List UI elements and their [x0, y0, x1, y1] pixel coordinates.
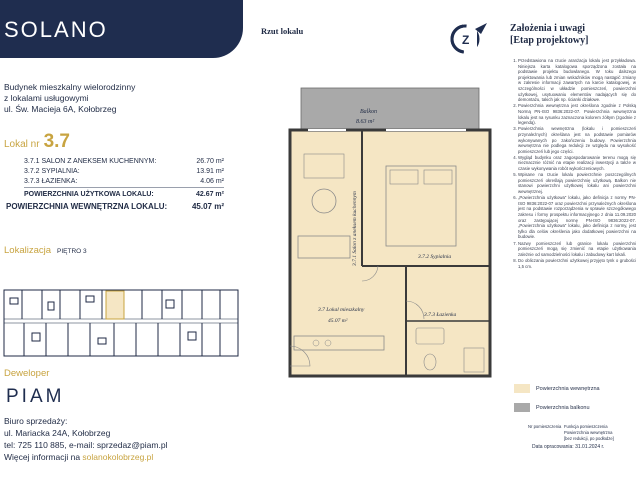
note-item: 4. Wygląd budynku oraz zagospodarowanie terenu mogą się nieznacznie różnić na etapie realizacji inwestycji a także w czasie wykonywania robót wykończeniowych. — [518, 155, 636, 172]
rooms-table — [24, 156, 224, 199]
note-item: 7. Nazwy pomieszczeń lub granice lokalu powierzchni pomieszczeń mogą się zmienić na etapie użytkowania zależnie od samodzielności lokalu i zabudowy kart lokali. — [518, 241, 636, 258]
sales-office-address: ul. Mariacka 24A, Kołobrzeg — [4, 428, 111, 438]
legend-internal-label: Powierzchnia wewnętrzna — [536, 385, 600, 392]
left-column — [0, 0, 245, 480]
lokal-plan-label: 3.7 Lokal mieszkalny — [318, 307, 365, 313]
developer-label: Deweloper — [4, 368, 50, 379]
note-item: 8. Do obliczania powierzchni użytkowej przyjęto tynk o grubości 1,5 cm. — [518, 258, 636, 269]
no-reduction-key: [bez redukcji, po podłodze] — [564, 436, 614, 441]
notes-list — [512, 58, 636, 270]
note-item: 6. „Powierzchnia użytkowa” lokalu, jako definicja z normy PN-ISO 9836:2022-07 oraz powierzchni przynależnych określona jest na podstawie rozporządzenia w sprawie szczegółowego zakresu i formy prospektu informacyjnego z dnia 11.09.2020 oraz zastępującej normę PN-ISO 9836:2022-07. „Powierzchnia użytkowa” lokalu, jako definicja z normy, jest tylko dla celów określenia jako dodatkowej powierzchni na budowie. — [518, 195, 636, 240]
sales-office-label: Biuro sprzedaży: — [4, 416, 68, 426]
solano-logo: SOLANO — [4, 17, 108, 42]
internal-swatch — [514, 384, 530, 393]
building-address: ul. Św. Macieja 6A, Kołobrzeg — [4, 104, 117, 114]
room-row — [24, 156, 224, 166]
bathroom-label: 3.7.3 Łazienka — [424, 312, 457, 318]
lokal-plan-area: 45.07 m² — [328, 318, 348, 324]
room-name: 3.7.1 SALON Z ANEKSEM KUCHENNYM: — [24, 157, 157, 165]
location-heading — [4, 245, 87, 256]
internal-area-row — [6, 202, 224, 211]
bedroom-label: 3.7.2 Sypialnia — [418, 254, 452, 260]
room-name: 3.7.2 SYPIALNIA: — [24, 167, 80, 175]
website-link[interactable]: solanokolobrzeg.pl — [82, 452, 154, 462]
floor-label: PIĘTRO 3 — [57, 248, 87, 255]
floor-location-plan — [2, 288, 240, 358]
room-number-key: Nr pomieszczenia — [528, 424, 562, 429]
building-info — [4, 82, 135, 115]
notes-title — [510, 23, 588, 47]
room-legend-key — [528, 424, 614, 442]
building-line-1: Budynek mieszkalny wielorodzinny — [4, 82, 136, 92]
plan-title: Rzut lokalu — [261, 26, 304, 36]
lokal-number: 3.7 — [43, 131, 70, 152]
room-name: 3.7.3 ŁAZIENKA: — [24, 177, 78, 185]
svg-text:Z: Z — [462, 33, 470, 47]
more-info — [4, 451, 167, 463]
legend-key-row — [528, 436, 614, 442]
room-area: 13.91 m² — [196, 167, 224, 175]
room-area: 4.06 m² — [200, 177, 224, 185]
compass-icon — [449, 19, 489, 59]
highlighted-apartment — [106, 291, 124, 319]
divider — [24, 187, 224, 188]
room-function-key: Funkcja pomieszczenia — [564, 424, 608, 429]
balcony-swatch — [514, 403, 530, 412]
more-info-prefix: Więcej informacji na — [4, 452, 83, 462]
internal-area — [290, 130, 490, 376]
room-area: 26.70 m² — [196, 157, 224, 165]
note-item: 5. Wpisane na rzucie lokalu powierzchnie poszczególnych pomieszczeń określają powierzchnię użytkową. Balkon nie stanowi powierzchni użytkowej lokalu ani powierzchni wewnętrznej. — [518, 172, 636, 194]
notes-title-line-2: [Etap projektowy] — [510, 35, 589, 46]
plan-legend — [514, 383, 600, 421]
note-item: 2. Powierzchnia wewnętrzna jest określona zgodnie z Polską Normą PN-ISO 9836:2022-07. Powierzchnia wewnętrzna lokalu jest na rysunku zaznaczona kolorem żółtym (zgodnie z legendą). — [518, 103, 636, 125]
balcony-area-label: 8.63 m² — [356, 119, 375, 125]
lokal-label: Lokal nr — [4, 139, 40, 150]
piam-logo: PIAM — [6, 386, 65, 407]
legend-balcony — [514, 402, 600, 413]
internal-area-label: POWIERZCHNIA WEWNĘTRZNA LOKALU: — [6, 202, 168, 211]
balcony-area — [301, 88, 479, 130]
balcony-label: Balkon — [360, 109, 377, 115]
note-item: 3. Powierzchnia wewnętrzna (lokalu i pomieszczeń przynależnych) określana jest na podstawie pomiarów wykonywanych po zakończeniu budowy. Powierzchnia wewnętrzna nie podlega redukcji ze względu na wysokość pomieszczeń lub jego części. — [518, 126, 636, 154]
preparation-date: Data opracowania: 31.01.2024 r. — [532, 444, 605, 450]
usable-area-row — [24, 189, 224, 199]
room-row — [24, 166, 224, 176]
building-line-2: z lokalami usługowymi — [4, 93, 89, 103]
location-label: Lokalizacja — [4, 245, 51, 256]
apartment-plan — [286, 66, 506, 386]
internal-area-key: Powierzchnia wewnętrzna — [564, 430, 613, 435]
internal-area-value: 45.07 m² — [191, 202, 224, 211]
note-item: 1. Przedstawiona na rzucie aranżacja lokalu jest przykładowa. Niniejsza karta katalogowa sporządzona została na podstawie projektu budowlanego. W toku dalszego projektowania lub zmian wskaźników mogą nastąpić zmiany w zakresie informacji zawartych na karcie katalogowej, w szczególności w układzie pomieszczeń, powierzchni użytkowej, usytuowaniu elementów nadających się do demontażu, takich jak np. ścianki działowe. — [518, 58, 636, 103]
legend-balcony-label: Powierzchnia balkonu — [536, 404, 590, 411]
usable-area-value: 42.67 m² — [195, 190, 224, 198]
salon-label: 3.7.1 Salon z aneksem kuchennym — [352, 191, 358, 266]
lokal-heading — [4, 131, 70, 153]
notes-title-line-1: Założenia i uwagi — [510, 23, 586, 34]
logo-header — [0, 0, 243, 58]
contact-phone-email: tel: 725 110 885, e-mail: sprzedaz@piam.pl — [4, 440, 168, 450]
room-row — [24, 176, 224, 186]
contact-block — [4, 415, 167, 463]
legend-internal — [514, 383, 600, 394]
usable-area-label: POWIERZCHNIA UŻYTKOWA LOKALU: — [24, 190, 154, 198]
